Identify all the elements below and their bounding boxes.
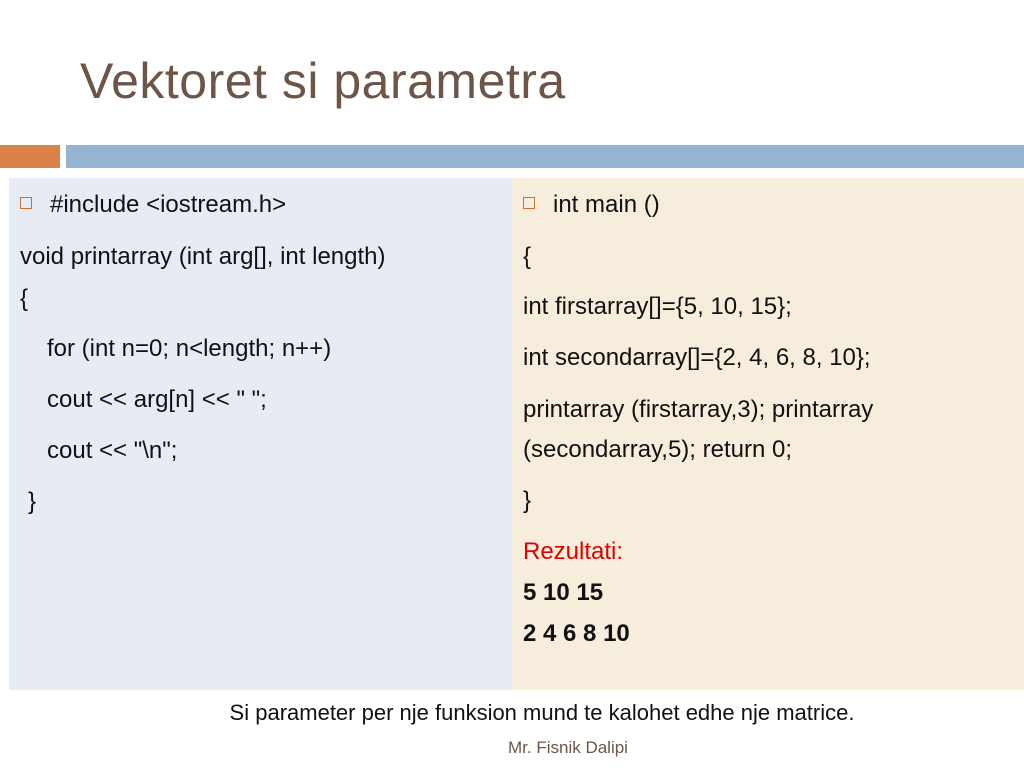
cout-newline-line: cout << "\n"; — [47, 437, 178, 464]
right-bullet-line — [523, 190, 660, 220]
left-bullet-line — [20, 190, 286, 220]
result-label: Rezultati: — [523, 538, 624, 565]
slide-footer: Mr. Fisnik Dalipi — [508, 738, 628, 757]
main-open-brace: { — [523, 243, 532, 270]
square-bullet-icon — [523, 197, 535, 209]
function-signature: void printarray (int arg[], int length) — [20, 243, 386, 270]
result-second: 2 4 6 8 10 — [523, 620, 630, 647]
main-close-brace: } — [523, 487, 532, 514]
secondarray-line: int secondarray[]={2, 4, 6, 8, 10}; — [523, 344, 871, 371]
right-code-panel — [512, 178, 1024, 690]
square-bullet-icon — [20, 197, 32, 209]
slide-note: Si parameter per nje funksion mund te kalohet edhe nje matrice. — [229, 700, 855, 725]
result-first: 5 10 15 — [523, 579, 604, 606]
accent-bar-orange — [0, 145, 60, 168]
slide-title: Vektoret si parametra — [80, 53, 566, 109]
printarray-return-line: (secondarray,5); return 0; — [523, 436, 793, 463]
main-line: int main () — [553, 191, 660, 218]
cout-array-line: cout << arg[n] << " "; — [47, 386, 267, 413]
close-brace: } — [28, 488, 37, 515]
firstarray-line: int firstarray[]={5, 10, 15}; — [523, 293, 792, 320]
for-loop-line: for (int n=0; n<length; n++) — [47, 335, 332, 362]
printarray-line: printarray (firstarray,3); printarray — [523, 396, 874, 423]
include-line: #include <iostream.h> — [50, 191, 287, 218]
accent-bar-blue — [66, 145, 1024, 168]
open-brace: { — [20, 285, 29, 312]
